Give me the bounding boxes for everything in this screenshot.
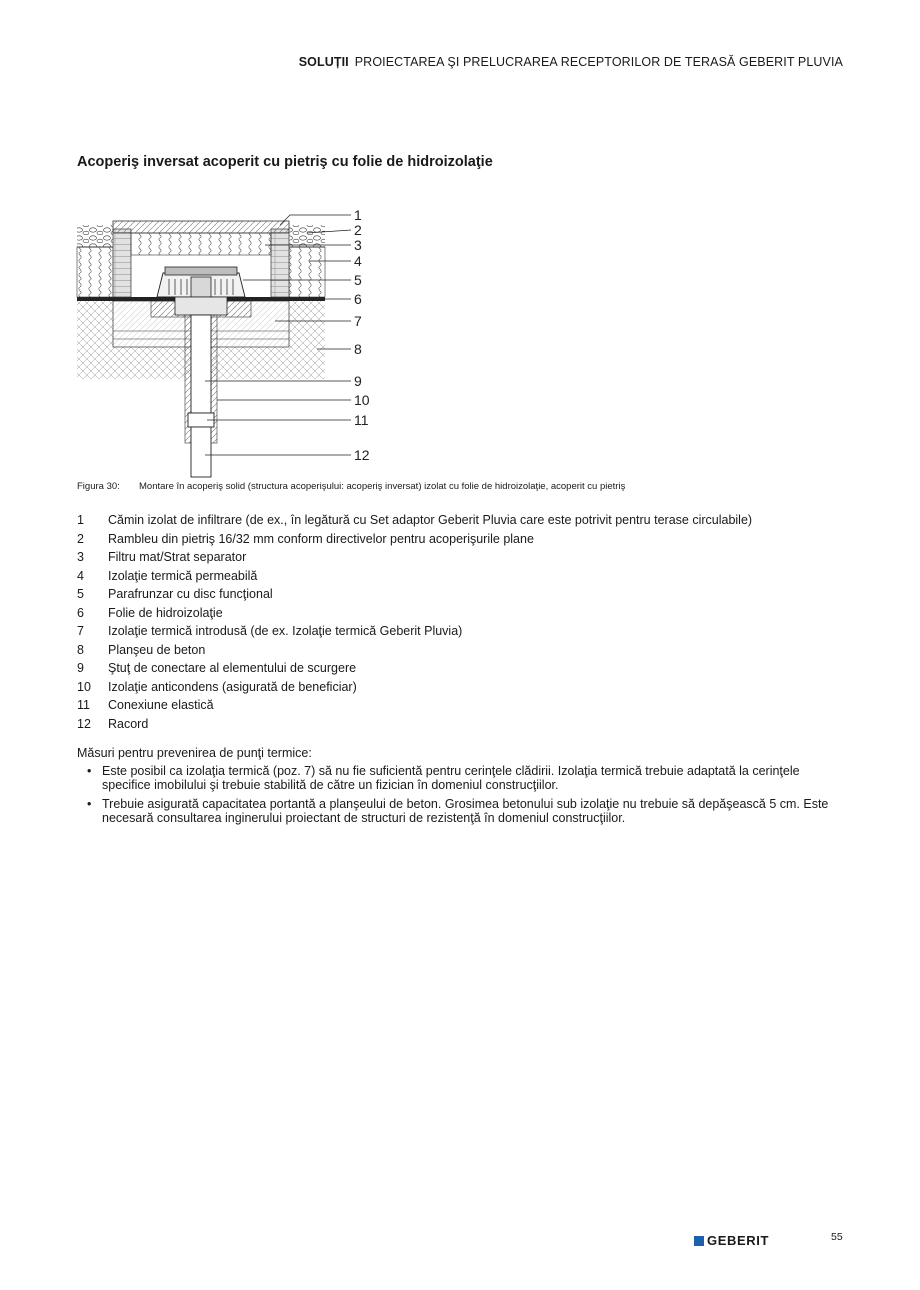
gravel-left <box>77 225 113 247</box>
legend-item <box>77 678 837 697</box>
logo-text: GEBERIT <box>707 1233 769 1248</box>
technical-drawing <box>75 203 385 483</box>
notes-heading: Măsuri pentru prevenirea de punţi termice: <box>77 746 312 760</box>
legend-number: 10 <box>77 679 91 694</box>
legend-text: Izolaţie termică permeabilă <box>108 568 258 583</box>
note-bullet <box>77 764 837 793</box>
legend-text: Parafrunzar cu disc funcţional <box>108 587 273 601</box>
chamber-lid <box>113 221 289 233</box>
page-header <box>299 55 843 69</box>
logo-square-icon <box>694 1236 704 1246</box>
chamber-wall-right <box>271 229 289 297</box>
legend-text: Rambleu din pietriş 16/32 mm conform directivelor pentru acoperişurile plane <box>108 531 534 546</box>
callout-6: 6 <box>354 291 362 307</box>
legend-number: 3 <box>77 550 84 564</box>
legend-text: Planşeu de beton <box>108 642 206 657</box>
legend-item <box>77 511 837 530</box>
legend-number: 6 <box>77 605 84 620</box>
legend-number: 7 <box>77 624 84 638</box>
gravel-right <box>289 225 325 247</box>
page-number: 55 <box>831 1231 843 1243</box>
callout-9: 9 <box>354 373 362 389</box>
legend-number: 8 <box>77 642 84 657</box>
note-text: Trebuie asigurată capacitatea portantă a planşeului de beton. Grosimea betonului sub izolaţie nu trebuie să depăşească 5 cm. Este necesară consultarea inginerului proiectant de structuri de rezistenţă în domeniul construcţiilor. <box>102 796 829 825</box>
legend-item <box>77 715 837 734</box>
roof-drain-cross-section <box>75 203 385 483</box>
legend-number: 9 <box>77 661 84 675</box>
legend-text: Izolaţie termică introdusă (de ex. Izolaţie termică Geberit Pluvia) <box>108 624 463 638</box>
geberit-logo <box>694 1233 769 1248</box>
caption-text: Montare în acoperiş solid (structura acoperişului: acoperiş inversat) izolat cu folie de hidroizolaţie, acoperit cu pietriş <box>139 481 626 492</box>
connection-spigot <box>191 315 211 413</box>
drain-body <box>175 297 227 315</box>
bullet-symbol: • <box>87 796 92 811</box>
figure-caption <box>77 481 625 492</box>
legend-number: 2 <box>77 531 84 546</box>
legend-number: 4 <box>77 568 84 583</box>
legend-item <box>77 604 837 623</box>
note-text: Este posibil ca izolaţia termică (poz. 7) să nu fie suficientă pentru cerinţele clădirii. Izolaţia termică trebuie adaptată la cerinţele specifice imobilului şi trebuie stabilită de către un fizician în domeniul construcţiilor. <box>102 763 800 792</box>
connector-pipe <box>191 427 211 477</box>
callout-7: 7 <box>354 313 362 329</box>
filter-mat <box>131 233 271 255</box>
callout-10: 10 <box>354 392 370 408</box>
legend-item <box>77 622 837 641</box>
legend-item <box>77 567 837 586</box>
header-text: PROIECTAREA ŞI PRELUCRAREA RECEPTORILOR DE TERASĂ GEBERIT PLUVIA <box>354 55 843 69</box>
bullet-symbol: • <box>87 763 92 778</box>
caption-label: Figura 30: <box>77 481 120 492</box>
legend-text: Izolaţie anticondens (asigurată de beneficiar) <box>108 679 357 694</box>
page-title: Acoperiş inversat acoperit cu pietriş cu folie de hidroizolaţie <box>77 154 493 170</box>
thermal-bridge-notes <box>77 746 837 830</box>
callout-11: 11 <box>354 412 369 428</box>
legend-item <box>77 585 837 604</box>
legend-item <box>77 641 837 660</box>
header-section: SOLUȚII <box>298 55 349 69</box>
legend-text: Conexiune elastică <box>108 698 214 712</box>
legend-item <box>77 696 837 715</box>
legend-text: Racord <box>108 716 149 731</box>
callout-2: 2 <box>354 222 362 238</box>
thermal-insulation-left <box>77 247 113 297</box>
note-bullet <box>77 797 837 826</box>
legend-item <box>77 548 837 567</box>
legend-text: Filtru mat/Strat separator <box>108 550 247 564</box>
leaf-guard <box>157 267 245 297</box>
callout-12: 12 <box>354 447 370 463</box>
legend-text: Folie de hidroizolaţie <box>108 605 223 620</box>
legend-item <box>77 659 837 678</box>
callout-8: 8 <box>354 341 362 357</box>
chamber-wall-left <box>113 229 131 297</box>
legend-text: Cămin izolat de infiltrare (de ex., în legătură cu Set adaptor Geberit Pluvia care este potrivit pentru terase circulabile) <box>108 513 753 527</box>
callout-5: 5 <box>354 272 362 288</box>
callout-1: 1 <box>354 207 362 223</box>
legend-text: Ştuţ de conectare al elementului de scurgere <box>108 661 357 675</box>
callout-4: 4 <box>354 253 362 269</box>
legend-number: 5 <box>77 587 84 601</box>
thermal-insulation-right <box>289 247 325 297</box>
legend-number: 1 <box>77 513 84 527</box>
legend-list <box>77 511 837 733</box>
legend-number: 11 <box>77 698 90 712</box>
callout-3: 3 <box>354 237 362 253</box>
legend-item <box>77 530 837 549</box>
legend-number: 12 <box>77 716 91 731</box>
